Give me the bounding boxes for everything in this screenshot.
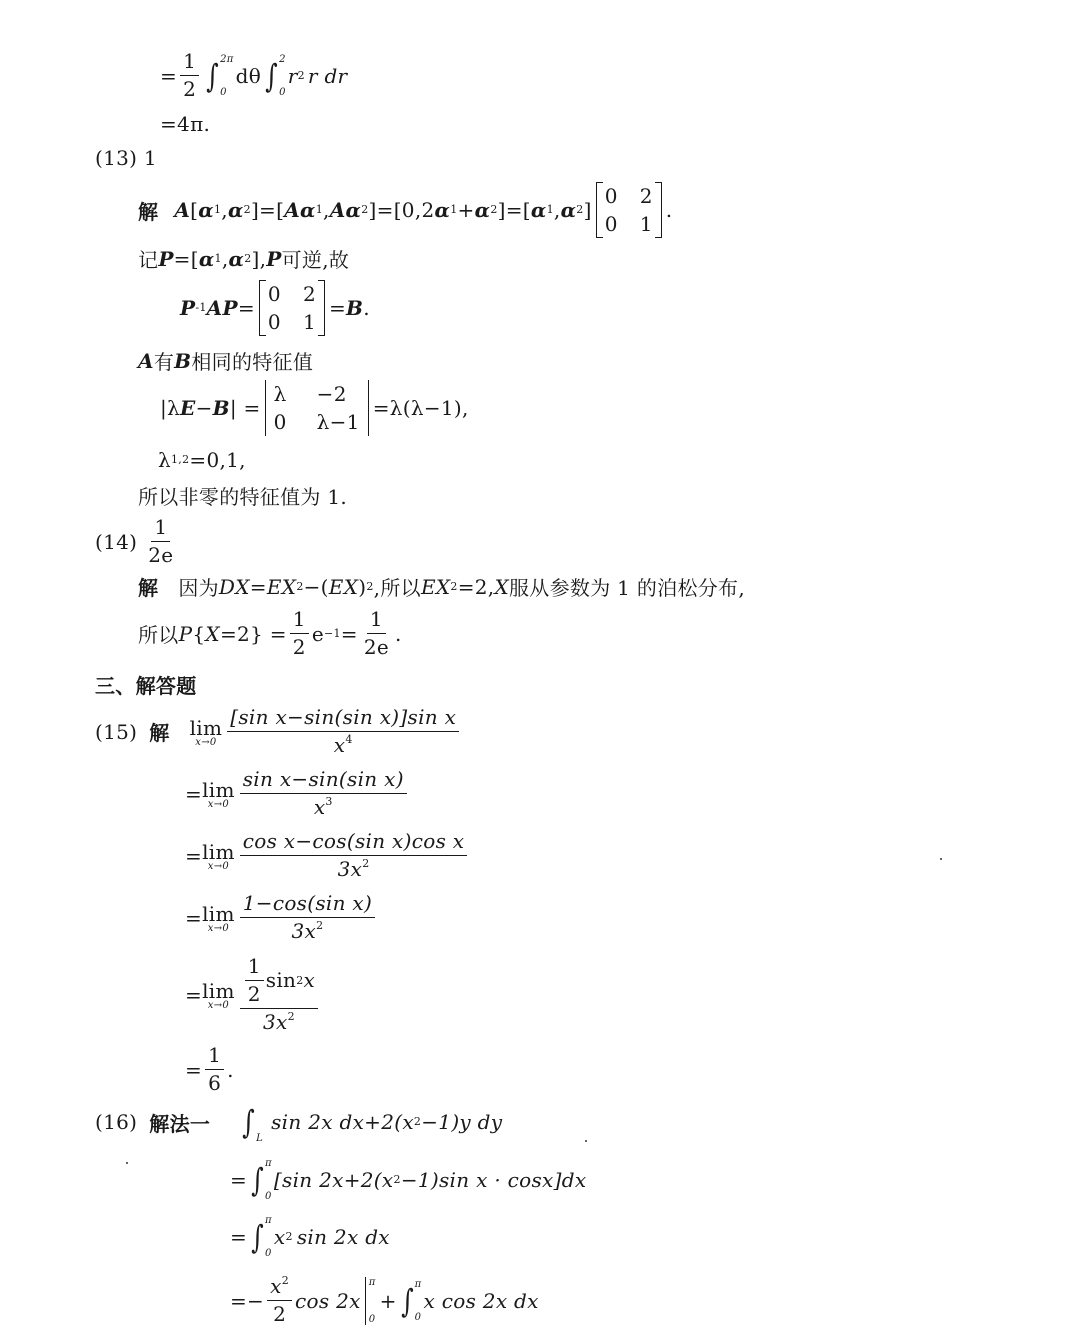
- integral-q16-3: ∫ π 0: [251, 1215, 272, 1259]
- lim-1: lim x→0: [189, 715, 223, 748]
- scan-speck: [940, 858, 942, 860]
- prev-line-1: = $\frac{1}{2}$ ∫ 2π 0 dθ ∫ 2 0 r 2 r dr: [160, 49, 348, 101]
- integral-r: ∫ 2 0: [265, 53, 286, 98]
- integral-q16-2: ∫ π 0: [251, 1158, 272, 1202]
- lim-5: lim x→0: [202, 978, 235, 1011]
- q14-line-1: 解 因为 DX = EX 2 −( EX ) 2 ,所以 EX 2 =2, X 服从参数为 1 的泊松分布,: [138, 574, 745, 600]
- matrix-2: 0 2 0 1: [259, 280, 325, 336]
- lim-3: lim x→0: [202, 839, 235, 872]
- scan-speck: [585, 1140, 587, 1142]
- q15-row-6: = $\frac{1}{6}$ .: [185, 1043, 234, 1095]
- q14-answer: $\frac{1}{2e}$: [148, 515, 174, 567]
- scan-speck: [126, 1162, 128, 1164]
- q13-line-4: A 有 B 相同的特征值: [138, 348, 314, 374]
- matrix-1: 0 2 0 1: [596, 182, 662, 238]
- fraction-half: $\frac{1}{2}$: [180, 50, 199, 101]
- q13-label: (13) 1: [95, 146, 157, 170]
- fraction-1-2e: $\frac{1}{2e}$: [363, 607, 390, 659]
- q15-row-5: = lim x→0 $\frac{1}{2}$ sin 2 x $3x^2$: [185, 955, 321, 1034]
- q13-line-6: λ 1,2 =0,1,: [158, 448, 246, 472]
- prev-line-2: =4π.: [160, 112, 211, 136]
- q15-row-2: = lim x→0 $\frac{\text{sin x−sin(sin x)}}{x^3}$: [185, 768, 410, 819]
- frac-15-5: $\frac{1}{2}$ sin 2 x $3x^2$: [240, 955, 318, 1034]
- integral-theta: ∫ 2π 0: [206, 53, 234, 98]
- q13-line-1: 解 A [ α 1 , α 2 ]=[ Aα 1 , Aα 2 ]=[0,2 α 1 + α 2 ]=[ α 1 , α 2 ] 0 2 0 1 .: [138, 184, 673, 236]
- q16-row-1: (16) 解法一 ∫ L sin 2x dx+2(x 2 −1)y dy: [95, 1100, 502, 1144]
- q15-row-1: (15) 解 lim x→0 $\frac{\text{[sin x−sin(sin x)]sin x}}{x^4}$: [95, 706, 462, 757]
- fraction-half-b: $\frac{1}{2}$: [290, 608, 309, 659]
- q16-row-2: = ∫ π 0 [sin 2x+2(x 2 −1)sin x · cosx]dx: [230, 1158, 587, 1202]
- frac-15-1: $\frac{\text{[sin x−sin(sin x)]sin x}}{x^4}$: [227, 706, 459, 757]
- q16-row-3: = ∫ π 0 x 2 sin 2x dx: [230, 1215, 390, 1259]
- frac-15-6: $\frac{1}{6}$: [205, 1044, 224, 1095]
- q16-row-4: =− $\frac{x^2}{2}$ cos 2x π 0 + ∫ π 0 x cos 2x dx: [230, 1274, 539, 1326]
- q13-line-5: |λ E − B | = λ −2 0 λ−1 =λ(λ−1),: [160, 382, 469, 434]
- frac-15-4: $\frac{\text{1−cos(sin x)}}{3x^2}$: [240, 892, 375, 943]
- q15-row-3: = lim x→0 $\frac{\text{cos x−cos(sin x)cos x}}{3x^2}$: [185, 830, 470, 881]
- q13-line-7: 所以非零的特征值为 1.: [138, 485, 348, 509]
- q15-row-4: = lim x→0 $\frac{\text{1−cos(sin x)}}{3x^2}$: [185, 892, 378, 943]
- section-title: 三、解答题: [95, 674, 197, 698]
- line-integral: ∫ L: [242, 1103, 264, 1144]
- frac-15-3: $\frac{\text{cos x−cos(sin x)cos x}}{3x^2}$: [240, 830, 468, 881]
- q14-label: (14) $\frac{1}{2e}$: [95, 516, 179, 567]
- integral-q16-4: ∫ π 0: [400, 1278, 422, 1323]
- q13-line-2: 记 P =[ α 1 , α 2 ], P 可逆,故: [138, 246, 350, 272]
- lim-2: lim x→0: [202, 777, 235, 810]
- eval-bar: π 0: [365, 1277, 376, 1325]
- lim-4: lim x→0: [202, 901, 235, 934]
- q14-line-2: 所以 P { X =2} = $\frac{1}{2}$ e −1 = $\frac{1}{2e}$ .: [138, 607, 402, 659]
- q13-line-3: P -1 AP = 0 2 0 1 = B .: [180, 282, 370, 334]
- determinant: λ −2 0 λ−1: [265, 380, 369, 436]
- frac-x2-2: $\frac{x^2}{2}$: [267, 1275, 292, 1326]
- frac-15-2: $\frac{\text{sin x−sin(sin x)}}{x^3}$: [240, 768, 407, 819]
